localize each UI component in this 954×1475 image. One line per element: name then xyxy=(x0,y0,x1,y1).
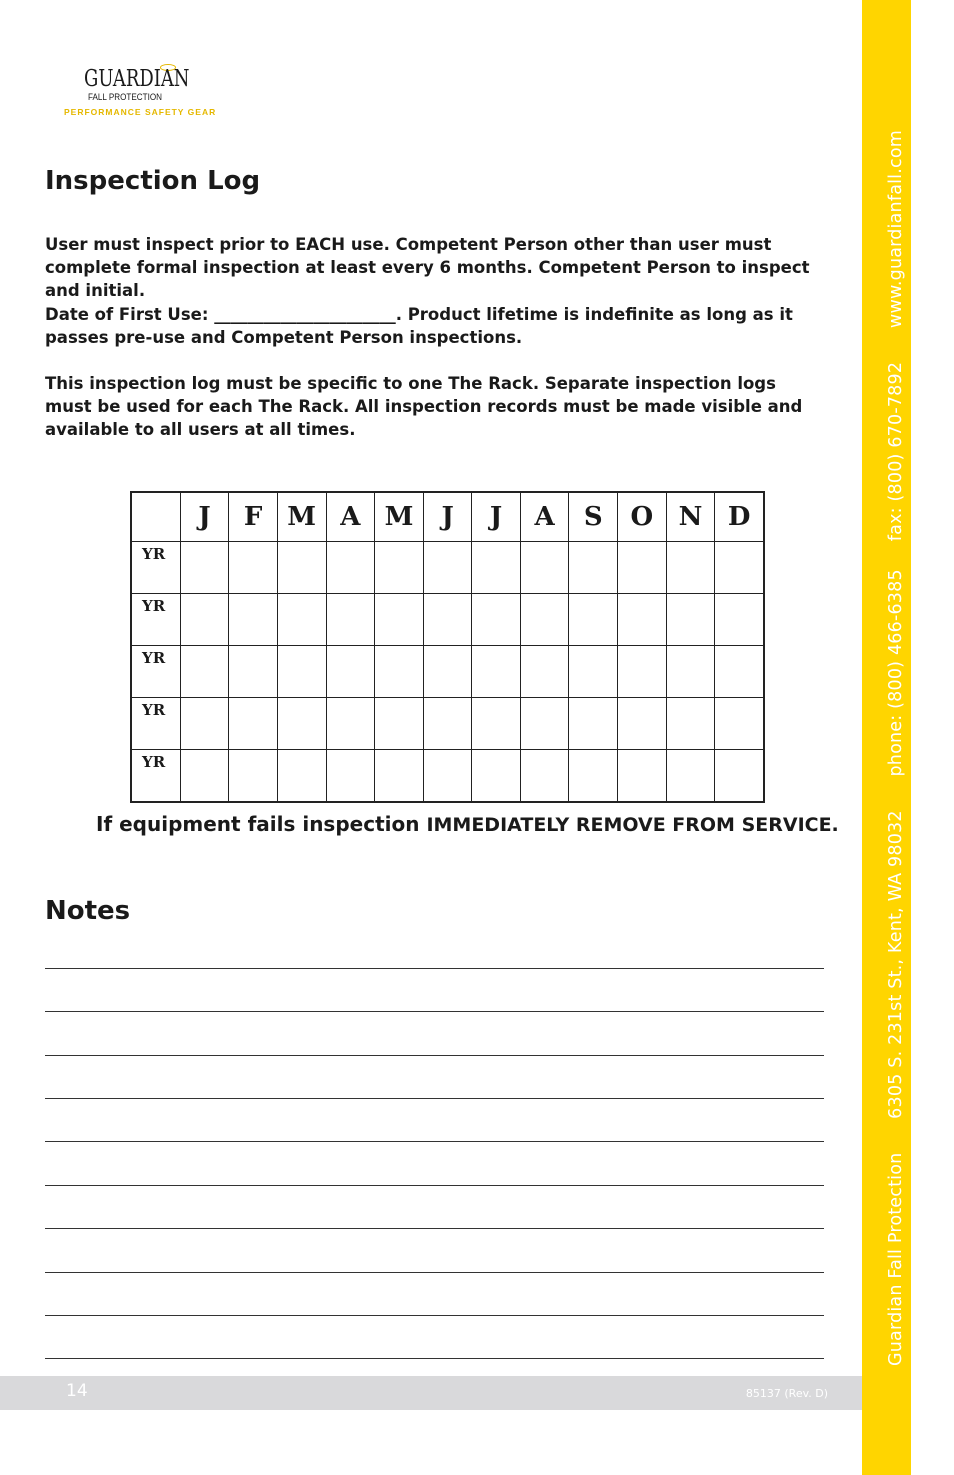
inspection-cell[interactable] xyxy=(277,594,326,646)
failure-warning xyxy=(96,812,839,836)
inspection-cell[interactable] xyxy=(569,594,618,646)
inspection-cell[interactable] xyxy=(375,698,424,750)
note-line[interactable] xyxy=(45,1098,824,1099)
inspection-cell[interactable] xyxy=(229,542,278,594)
inspection-cell[interactable] xyxy=(277,698,326,750)
month-header: J xyxy=(472,492,520,542)
company-address: 6305 S. 231st St., Kent, WA 98032 xyxy=(886,810,906,1119)
month-header: M xyxy=(277,492,326,542)
page-title: Inspection Log xyxy=(45,166,261,196)
month-header: S xyxy=(569,492,618,542)
revision-code: 85137 (Rev. D) xyxy=(745,1387,828,1400)
inspection-cell[interactable] xyxy=(423,750,471,803)
logo-subtitle: FALL PROTECTION xyxy=(88,92,162,102)
inspection-cell[interactable] xyxy=(569,542,618,594)
inspection-cell[interactable] xyxy=(180,594,228,646)
inspection-cell[interactable] xyxy=(520,750,569,803)
inspection-cell[interactable] xyxy=(277,646,326,698)
year-label[interactable]: YR xyxy=(131,594,180,646)
inspection-cell[interactable] xyxy=(472,542,520,594)
logo-brand: GUARDIAN xyxy=(84,66,190,92)
inspection-cell[interactable] xyxy=(618,646,667,698)
inspection-cell[interactable] xyxy=(666,698,715,750)
inspection-cell[interactable] xyxy=(715,646,764,698)
year-label[interactable]: YR xyxy=(131,542,180,594)
table-corner-cell xyxy=(131,492,180,542)
inspection-log-table xyxy=(130,491,765,803)
inspection-instructions: User must inspect prior to EACH use. Competent Person other than user must complete formal inspection at least every 6 months. Competent Person to inspect and initial. xyxy=(45,235,810,300)
note-line[interactable] xyxy=(45,1141,824,1142)
contact-text xyxy=(886,102,906,1366)
first-use-label: Date of First Use: xyxy=(45,305,209,324)
inspection-cell[interactable] xyxy=(715,542,764,594)
table-row xyxy=(131,542,764,594)
inspection-cell[interactable] xyxy=(666,750,715,803)
table-row xyxy=(131,594,764,646)
inspection-cell[interactable] xyxy=(569,698,618,750)
inspection-cell[interactable] xyxy=(618,594,667,646)
inspection-cell[interactable] xyxy=(375,594,424,646)
note-line[interactable] xyxy=(45,968,824,969)
inspection-cell[interactable] xyxy=(569,750,618,803)
inspection-cell[interactable] xyxy=(375,750,424,803)
inspection-cell[interactable] xyxy=(229,646,278,698)
year-label[interactable]: YR xyxy=(131,750,180,803)
month-header: O xyxy=(618,492,667,542)
inspection-cell[interactable] xyxy=(618,542,667,594)
inspection-cell[interactable] xyxy=(277,750,326,803)
inspection-cell[interactable] xyxy=(666,542,715,594)
warning-caps: IMMEDIATELY REMOVE FROM SERVICE. xyxy=(426,814,839,836)
inspection-cell[interactable] xyxy=(229,750,278,803)
inspection-cell[interactable] xyxy=(520,698,569,750)
month-header: A xyxy=(520,492,569,542)
inspection-cell[interactable] xyxy=(326,646,375,698)
inspection-cell[interactable] xyxy=(618,750,667,803)
guardian-logo xyxy=(64,64,224,120)
inspection-cell[interactable] xyxy=(423,646,471,698)
month-header-row xyxy=(131,492,764,542)
company-website[interactable]: www.guardianfall.com xyxy=(886,130,906,329)
inspection-cell[interactable] xyxy=(326,698,375,750)
inspection-cell[interactable] xyxy=(666,594,715,646)
month-header: J xyxy=(180,492,228,542)
note-line[interactable] xyxy=(45,1228,824,1229)
inspection-cell[interactable] xyxy=(229,594,278,646)
warning-lead: If equipment fails inspection xyxy=(96,812,427,836)
table-row xyxy=(131,698,764,750)
month-header: J xyxy=(423,492,471,542)
logo-tagline: PERFORMANCE SAFETY GEAR xyxy=(64,107,217,117)
inspection-cell[interactable] xyxy=(423,542,471,594)
note-line[interactable] xyxy=(45,1011,824,1012)
first-use-blank[interactable]: ______________________ xyxy=(214,305,396,324)
inspection-cell[interactable] xyxy=(423,594,471,646)
inspection-cell[interactable] xyxy=(472,698,520,750)
inspection-cell[interactable] xyxy=(180,646,228,698)
company-phone: phone: (800) 466-6385 xyxy=(886,569,906,777)
inspection-cell[interactable] xyxy=(229,698,278,750)
inspection-cell[interactable] xyxy=(618,698,667,750)
inspection-cell[interactable] xyxy=(326,750,375,803)
company-name: Guardian Fall Protection xyxy=(886,1152,906,1366)
inspection-cell[interactable] xyxy=(569,646,618,698)
notes-title: Notes xyxy=(45,896,131,926)
note-line[interactable] xyxy=(45,1185,824,1186)
inspection-cell[interactable] xyxy=(520,594,569,646)
note-line[interactable] xyxy=(45,1272,824,1273)
first-use-paragraph xyxy=(45,303,825,349)
note-line[interactable] xyxy=(45,1315,824,1316)
inspection-cell[interactable] xyxy=(520,542,569,594)
table-row xyxy=(131,750,764,803)
month-header: D xyxy=(715,492,764,542)
inspection-cell[interactable] xyxy=(375,646,424,698)
inspection-cell[interactable] xyxy=(180,698,228,750)
month-header: N xyxy=(666,492,715,542)
month-header: A xyxy=(326,492,375,542)
page-number: 14 xyxy=(66,1381,88,1401)
year-label[interactable]: YR xyxy=(131,646,180,698)
note-line[interactable] xyxy=(45,1358,824,1359)
inspection-cell[interactable] xyxy=(326,542,375,594)
inspection-cell[interactable] xyxy=(472,646,520,698)
inspection-cell[interactable] xyxy=(715,698,764,750)
company-fax: fax: (800) 670-7892 xyxy=(886,361,906,542)
lifetime-text: . Product lifetime is indefinite as long as it passes pre-use and Competent Person inspections. xyxy=(45,305,793,347)
month-header: F xyxy=(229,492,278,542)
inspection-cell[interactable] xyxy=(277,542,326,594)
inspection-cell[interactable] xyxy=(180,750,228,803)
table-row xyxy=(131,646,764,698)
inspection-cell[interactable] xyxy=(666,646,715,698)
log-specificity-paragraph: This inspection log must be specific to one The Rack. Separate inspection logs must be used for each The Rack. All inspection records must be made visible and available to all users at all times. xyxy=(45,374,803,439)
inspection-cell[interactable] xyxy=(472,594,520,646)
year-label[interactable]: YR xyxy=(131,698,180,750)
inspection-cell[interactable] xyxy=(715,750,764,803)
inspection-cell[interactable] xyxy=(715,594,764,646)
inspection-cell[interactable] xyxy=(520,646,569,698)
inspection-cell[interactable] xyxy=(472,750,520,803)
inspection-cell[interactable] xyxy=(423,698,471,750)
month-header: M xyxy=(375,492,424,542)
footer-bar xyxy=(0,1376,862,1410)
inspection-cell[interactable] xyxy=(326,594,375,646)
note-line[interactable] xyxy=(45,1055,824,1056)
inspection-cell[interactable] xyxy=(375,542,424,594)
inspection-cell[interactable] xyxy=(180,542,228,594)
